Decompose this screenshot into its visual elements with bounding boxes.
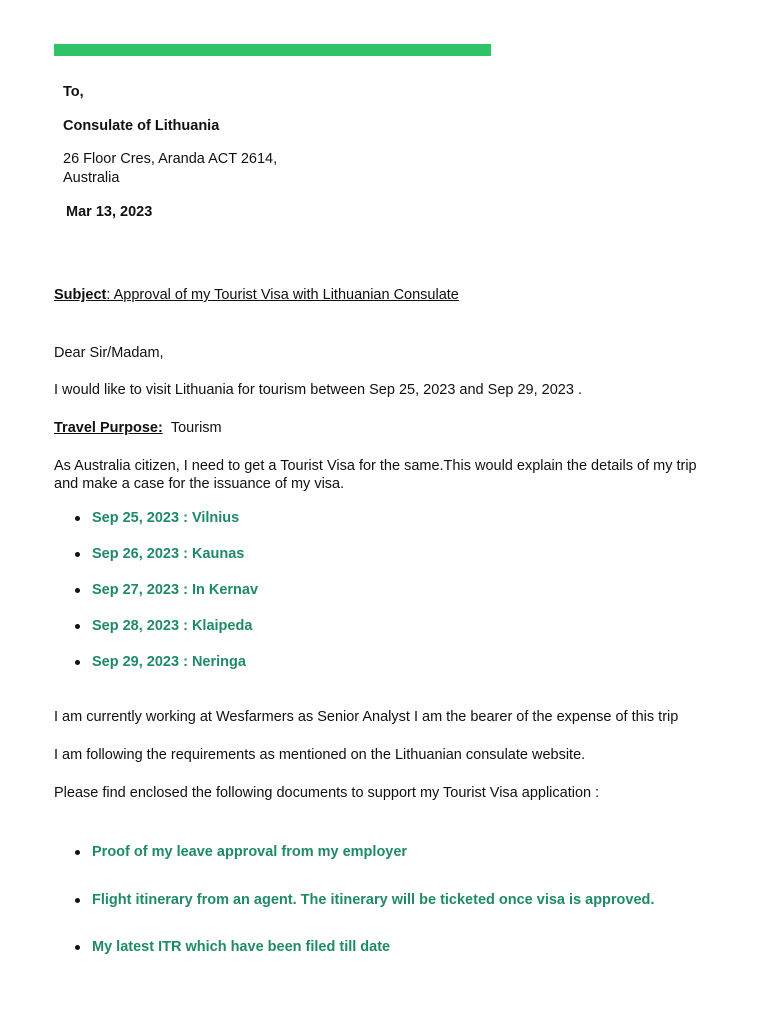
to-label: To, (63, 84, 84, 100)
document-item: My latest ITR which have been filed till date (74, 938, 654, 956)
itinerary-item: Sep 26, 2023 : Kaunas (74, 545, 258, 563)
letter-date: Mar 13, 2023 (66, 204, 153, 220)
explanation-paragraph: As Australia citizen, I need to get a Tourist Visa for the same.This would explain the details of my trip and make a case for the issuance of my visa. (54, 458, 697, 492)
travel-purpose-label: Travel Purpose: (54, 420, 163, 436)
recipient-name: Consulate of Lithuania (63, 118, 220, 134)
header-accent-bar (54, 44, 491, 56)
travel-purpose-line (54, 419, 222, 437)
document-item: Flight itinerary from an agent. The itinerary will be ticketed once visa is approved. (74, 891, 654, 909)
subject-line (54, 286, 459, 304)
salutation: Dear Sir/Madam, (54, 345, 164, 361)
itinerary-item: Sep 27, 2023 : In Kernav (74, 581, 258, 599)
documents-list (74, 843, 654, 986)
documents-intro: Please find enclosed the following documents to support my Tourist Visa application : (54, 785, 600, 801)
intro-paragraph: I would like to visit Lithuania for tourism between Sep 25, 2023 and Sep 29, 2023 . (54, 382, 582, 398)
document-item: Proof of my leave approval from my employer (74, 843, 654, 861)
subject-label: Subject (54, 287, 107, 303)
employment-paragraph: I am currently working at Wesfarmers as Senior Analyst I am the bearer of the expense of this trip (54, 709, 679, 725)
travel-purpose-value: Tourism (170, 420, 222, 436)
address-line-1: 26 Floor Cres, Aranda ACT 2614, (63, 151, 278, 167)
itinerary-item: Sep 29, 2023 : Neringa (74, 653, 258, 671)
subject-text: : Approval of my Tourist Visa with Lithuanian Consulate (106, 287, 459, 303)
itinerary-list (74, 509, 258, 689)
address-line-2: Australia (63, 170, 120, 186)
itinerary-item: Sep 25, 2023 : Vilnius (74, 509, 258, 527)
itinerary-item: Sep 28, 2023 : Klaipeda (74, 617, 258, 635)
requirements-paragraph: I am following the requirements as mentioned on the Lithuanian consulate website. (54, 747, 586, 763)
